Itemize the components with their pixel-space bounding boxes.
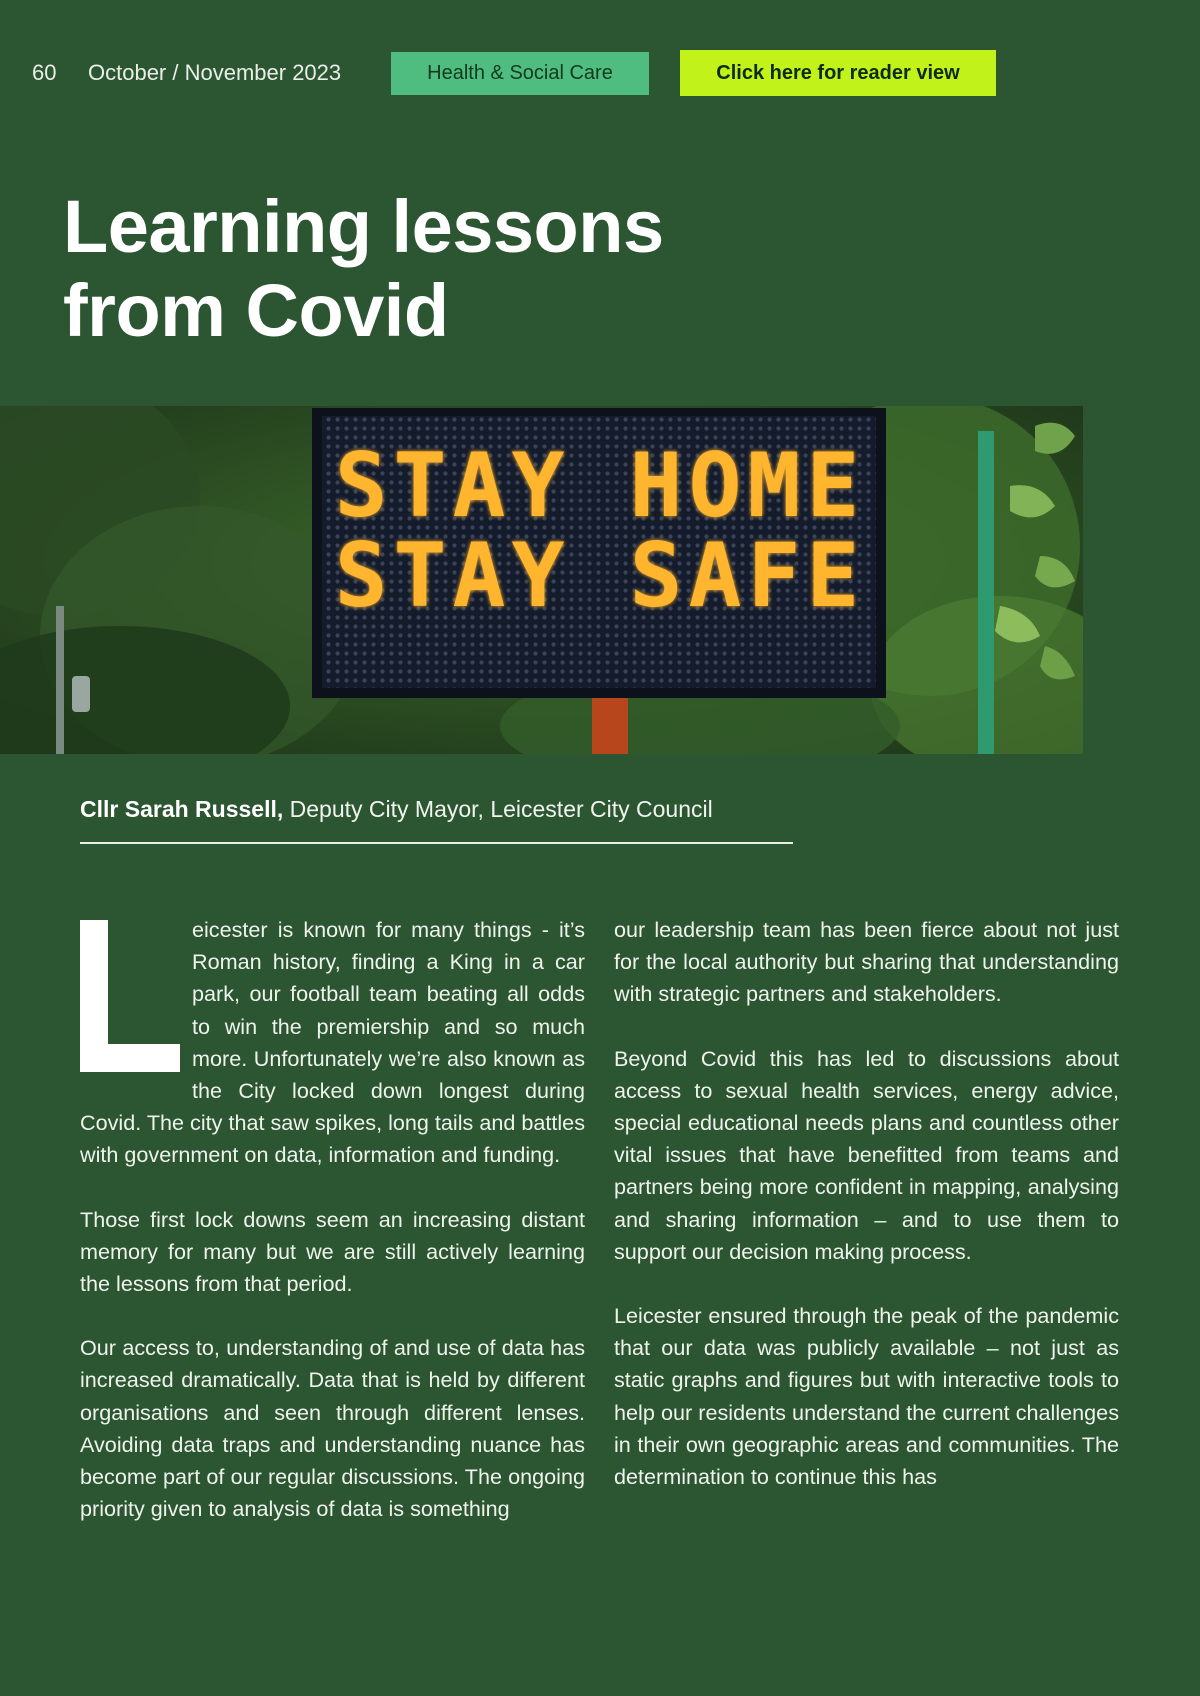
sign-line-1: STAY HOME: [334, 434, 866, 537]
article-title-line-2: from Covid: [63, 269, 449, 352]
article-title-line-1: Learning lessons: [63, 185, 664, 268]
hero-image: [0, 406, 1083, 754]
author-role: Deputy City Mayor, Leicester City Council: [283, 796, 713, 822]
page-header: [0, 0, 1200, 150]
reader-view-button[interactable]: Click here for reader view: [680, 50, 996, 96]
page-number: 60: [32, 60, 57, 85]
paragraph-text: eicester is known for many things - it’s Roman history, finding a King in a car park, our football team beating all odds to win the premiership and so much more. Unfortunately we’re also known as the City locked down longest during Covid. The city that saw spikes, long tails and battles with government on data, information and funding.: [80, 917, 585, 1168]
article-column-right: [614, 914, 1119, 1525]
paragraph: Beyond Covid this has led to discussions about access to sexual health services, energy advice, special educational needs plans and countless other vital issues that have benefitted from teams and partners being more confident in mapping, analysing and sharing information – and to use them to support our decision making process.: [614, 1045, 1119, 1264]
sign-line-2: STAY SAFE: [334, 524, 866, 627]
article-column-left: [80, 914, 585, 1557]
author-name: Cllr Sarah Russell,: [80, 796, 284, 822]
paragraph: [80, 914, 585, 1172]
paragraph: our leadership team has been fierce about not just for the local authority but sharing that understanding with strategic partners and stakeholders.: [614, 917, 1119, 1007]
byline-divider: [80, 842, 793, 844]
issue-date: October / November 2023: [88, 60, 342, 85]
paragraph: Our access to, understanding of and use of data has increased dramatically. Data that is held by different organisations and seen through different lenses. Avoiding data traps and understanding nuance has become part of our regular discussions. The ongoing priority given to analysis of data is something: [80, 1335, 585, 1522]
section-tag[interactable]: Health & Social Care: [391, 52, 649, 95]
article-title: [63, 185, 664, 353]
byline: [80, 796, 713, 823]
paragraph: Those first lock downs seem an increasing distant memory for many but we are still actively learning the lessons from that period.: [80, 1206, 585, 1297]
drop-cap-letter: [80, 916, 184, 1076]
paragraph: Leicester ensured through the peak of the pandemic that our data was publicly available – not just as static graphs and figures but with interactive tools to help our residents understand the current challenges in their own geographic areas and communities. The determination to continue this has: [614, 1303, 1119, 1490]
